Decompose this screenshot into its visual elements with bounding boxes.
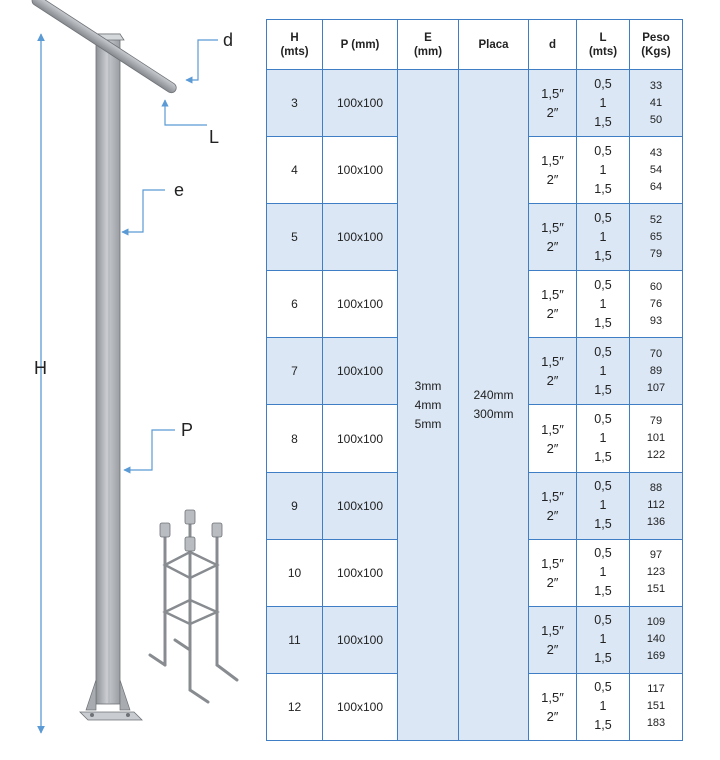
cell-height: 12 <box>267 673 323 740</box>
cell-thickness-merged <box>398 70 459 741</box>
cell-length-value: 1 <box>599 498 607 513</box>
cell-weight <box>630 405 683 472</box>
cell-length-value: 1 <box>599 296 607 311</box>
cell-height: 5 <box>267 204 323 271</box>
cell-weight <box>630 70 683 137</box>
cell-weight-value: 43 <box>649 146 663 159</box>
cell-weight-value: 50 <box>649 113 663 126</box>
cell-diameter-value: 2″ <box>546 574 559 590</box>
cell-length <box>577 271 630 338</box>
cell-length-value: 0,5 <box>594 680 612 695</box>
cell-diameter <box>529 70 577 137</box>
cell-length-value: 1,5 <box>594 584 612 599</box>
e-leader <box>122 190 165 232</box>
cell-length-value: 1 <box>599 162 607 177</box>
cell-weight-value: 33 <box>649 79 663 92</box>
cell-length-value: 1,5 <box>594 651 612 666</box>
cell-diameter <box>529 137 577 204</box>
cell-diameter-value: 1,5″ <box>541 153 564 169</box>
cell-length-value: 0,5 <box>594 143 612 158</box>
cell-length-value: 0,5 <box>594 210 612 225</box>
cell-diameter-value: 1,5″ <box>541 488 564 504</box>
cell-height: 7 <box>267 338 323 405</box>
cell-profile: 100x100 <box>323 606 398 673</box>
cell-length-value: 0,5 <box>594 479 612 494</box>
cell-length-value: 1 <box>599 229 607 244</box>
cell-diameter <box>529 204 577 271</box>
cell-length-value: 0,5 <box>594 76 612 91</box>
cell-plate-merged-value: 240mm <box>473 388 514 402</box>
header-placa: Placa <box>459 20 529 70</box>
cell-diameter-value: 1,5″ <box>541 354 564 370</box>
cell-weight <box>630 271 683 338</box>
cell-diameter-value: 1,5″ <box>541 555 564 571</box>
cell-weight-value: 89 <box>649 364 663 377</box>
cell-height: 3 <box>267 70 323 137</box>
cell-weight-value: 112 <box>647 499 665 512</box>
cell-length <box>577 606 630 673</box>
cell-length-value: 1 <box>599 699 607 714</box>
cell-weight-value: 122 <box>646 449 666 462</box>
cell-length-value: 1 <box>599 565 607 580</box>
p-leader <box>124 430 175 470</box>
cell-diameter <box>529 271 577 338</box>
cell-weight-value: 79 <box>649 247 663 260</box>
cell-weight-value: 140 <box>646 633 666 646</box>
bolt <box>90 713 94 717</box>
cell-profile: 100x100 <box>323 70 398 137</box>
cell-length <box>577 405 630 472</box>
cell-weight-value: 151 <box>646 583 666 596</box>
cell-length-value: 1,5 <box>594 315 612 330</box>
cell-diameter-value: 2″ <box>546 373 559 389</box>
cell-profile: 100x100 <box>323 137 398 204</box>
cell-length-value: 0,5 <box>594 344 612 359</box>
cell-diameter <box>529 539 577 606</box>
cell-weight <box>630 338 683 405</box>
cell-length-value: 1,5 <box>594 450 612 465</box>
pole-diagram <box>0 0 262 760</box>
cell-weight-value: 123 <box>646 566 666 579</box>
cell-length <box>577 70 630 137</box>
cell-profile: 100x100 <box>323 204 398 271</box>
cell-length-value: 1 <box>599 95 607 110</box>
base-plate <box>80 712 142 720</box>
cell-length <box>577 338 630 405</box>
cell-weight <box>630 472 683 539</box>
label-p: P <box>181 420 194 440</box>
cell-height: 6 <box>267 271 323 338</box>
cell-length <box>577 472 630 539</box>
cell-length-value: 0,5 <box>594 613 612 628</box>
cell-diameter <box>529 472 577 539</box>
cell-weight-value: 54 <box>649 163 663 176</box>
cell-diameter-value: 1,5″ <box>541 689 564 705</box>
cell-diameter-value: 2″ <box>546 172 559 188</box>
cell-thickness-merged-value: 5mm <box>414 416 442 431</box>
cell-weight-value: 79 <box>649 415 663 428</box>
cell-weight <box>630 204 683 271</box>
cell-length-value: 0,5 <box>594 412 612 427</box>
d-leader <box>186 40 218 80</box>
cell-weight-value: 76 <box>649 297 663 310</box>
base-gusset-left <box>86 680 96 710</box>
cell-weight-value: 52 <box>649 213 663 226</box>
cell-plate-merged-value: 300mm <box>473 407 514 421</box>
label-h: H <box>34 358 47 378</box>
cell-weight-value: 183 <box>646 717 666 730</box>
cell-weight-value: 93 <box>649 314 663 327</box>
cell-length-value: 1 <box>599 632 607 647</box>
cell-length <box>577 673 630 740</box>
table-header-row <box>267 20 683 70</box>
cell-length-value: 1,5 <box>594 181 612 196</box>
label-l: L <box>209 127 220 147</box>
cell-weight-value: 169 <box>646 650 666 663</box>
cell-diameter <box>529 606 577 673</box>
cell-profile: 100x100 <box>323 338 398 405</box>
cell-length <box>577 137 630 204</box>
cell-diameter-value: 1,5″ <box>541 287 564 303</box>
label-d: d <box>223 30 234 50</box>
cell-length-value: 1 <box>599 431 607 446</box>
cell-weight-value: 136 <box>646 516 666 529</box>
base-gusset-right <box>120 680 130 710</box>
cell-diameter-value: 2″ <box>546 641 559 657</box>
cell-height: 11 <box>267 606 323 673</box>
cell-diameter-value: 2″ <box>546 306 559 322</box>
cell-diameter <box>529 405 577 472</box>
cell-weight-value: 151 <box>646 700 666 713</box>
pole-shaft <box>96 34 120 704</box>
cell-length-value: 0,5 <box>594 546 612 561</box>
cell-height: 8 <box>267 405 323 472</box>
cell-weight-value: 88 <box>649 482 663 495</box>
header-l: L (mts) <box>577 20 630 70</box>
cell-diameter-value: 2″ <box>546 105 559 121</box>
bolt <box>126 713 130 717</box>
cell-profile: 100x100 <box>323 405 398 472</box>
cell-diameter-value: 2″ <box>546 507 559 523</box>
cell-length-value: 1,5 <box>594 718 612 733</box>
cell-length-value: 1,5 <box>594 114 612 129</box>
header-p: P (mm) <box>323 20 398 70</box>
cell-weight-value: 60 <box>649 280 663 293</box>
cell-profile: 100x100 <box>323 271 398 338</box>
cell-diameter-value: 2″ <box>546 708 559 724</box>
cell-weight-value: 64 <box>649 180 663 193</box>
cell-diameter-value: 2″ <box>546 440 559 456</box>
cell-length <box>577 204 630 271</box>
cell-diameter <box>529 673 577 740</box>
header-e: E (mm) <box>398 20 459 70</box>
cell-height: 9 <box>267 472 323 539</box>
cell-weight-value: 65 <box>649 230 663 243</box>
l-leader <box>165 100 207 125</box>
cell-diameter-value: 1,5″ <box>541 421 564 437</box>
cell-length-value: 0,5 <box>594 277 612 292</box>
cell-weight-value: 97 <box>649 549 663 562</box>
cell-length <box>577 539 630 606</box>
cell-diameter <box>529 338 577 405</box>
cell-height: 4 <box>267 137 323 204</box>
cell-profile: 100x100 <box>323 472 398 539</box>
cell-profile: 100x100 <box>323 539 398 606</box>
cell-length-value: 1,5 <box>594 517 612 532</box>
cell-profile: 100x100 <box>323 673 398 740</box>
cell-thickness-merged-value: 4mm <box>414 397 442 412</box>
cell-weight <box>630 606 683 673</box>
cell-weight-value: 107 <box>646 381 666 394</box>
cell-height: 10 <box>267 539 323 606</box>
cell-thickness-merged-value: 3mm <box>414 378 442 393</box>
cell-plate-merged <box>459 70 529 741</box>
cell-weight <box>630 673 683 740</box>
cell-weight <box>630 137 683 204</box>
cell-diameter-value: 2″ <box>546 239 559 255</box>
cell-weight-value: 70 <box>649 347 663 360</box>
cell-length-value: 1 <box>599 363 607 378</box>
cell-diameter-value: 1,5″ <box>541 220 564 236</box>
cell-weight-value: 41 <box>649 96 663 109</box>
cell-weight-value: 117 <box>647 683 665 696</box>
cell-diameter-value: 1,5″ <box>541 86 564 102</box>
cell-length-value: 1,5 <box>594 248 612 263</box>
cell-weight-value: 101 <box>646 432 666 445</box>
cell-diameter-value: 1,5″ <box>541 622 564 638</box>
header-d: d <box>529 20 577 70</box>
cell-weight <box>630 539 683 606</box>
cell-length-value: 1,5 <box>594 382 612 397</box>
header-h: H (mts) <box>267 20 323 70</box>
specification-table <box>266 19 683 741</box>
header-peso: Peso (Kgs) <box>630 20 683 70</box>
cell-weight-value: 109 <box>646 616 666 629</box>
table-row <box>267 70 683 137</box>
label-e: e <box>174 180 185 200</box>
